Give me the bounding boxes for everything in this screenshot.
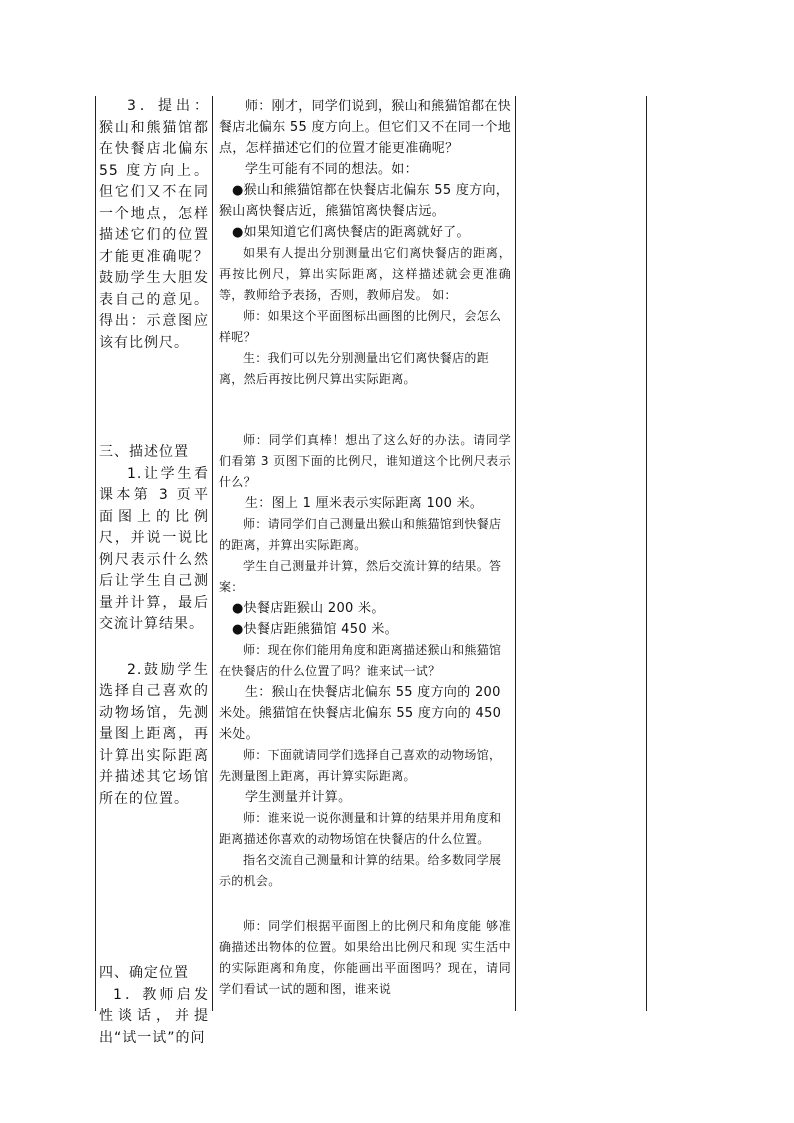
- student-line: 生：我们可以先分别测量出它们离快餐店的距离，然后再按比例尺算出实际距离。: [219, 351, 490, 386]
- teacher-line: 师：谁来说一说你测量和计算的结果并用角度和距离描述你喜欢的动物场馆在快餐店的什么位置。: [219, 811, 502, 846]
- bullet-line: ●快餐店距猴山 200 米。: [232, 601, 385, 616]
- note-line: 指名交流自己测量和计算的结果。给多数同学展示的机会。: [219, 853, 502, 888]
- teacher-line: 师：如果这个平面图标出画图的比例尺，会怎么样呢？: [219, 309, 502, 344]
- section-3-step-1: 1.让学生看课本第 3 页平面图上的比例尺，并说一说比例尺表示什么然后让学生自己测量并计算，最后交流计算结果。: [99, 465, 209, 632]
- left-column: [99, 96, 209, 1049]
- teacher-line: 师：请同学们自己测量出猴山和熊猫馆到快餐店的距离，并算出实际距离。: [219, 517, 502, 552]
- teacher-line: 师：刚才，同学们说到，猴山和熊猫馆都在快餐店北偏东 55 度方向上。但它们又不在同一个地点，怎样描述它们的位置才能更准确呢？: [219, 99, 512, 156]
- step-3-text: 3．提出：猴山和熊猫馆都在快餐店北偏东 55 度方向上。但它们又不在同一个地点，怎样描述它们的位置才能更准确呢？鼓励学生大胆发表自己的意见。得出：示意图应该有比例尺。: [99, 98, 209, 351]
- bullet-line: ●快餐店距熊猫馆 450 米。: [232, 622, 398, 637]
- teacher-line: 师：下面就请同学们选择自己喜欢的动物场馆，先测量图上距离，再计算实际距离。: [219, 748, 502, 783]
- student-line: 学生可能有不同的想法。如：: [245, 162, 418, 177]
- table-border-left: [95, 96, 96, 1011]
- note-line: 如果有人提出分别测量出它们离快餐店的距离，再按比例尺，算出实际距离，这样描述就会更准确等，教师给予表扬，否则，教师启发。 如：: [219, 246, 511, 302]
- section-3-step-2: 2.鼓励学生选择自己喜欢的动物场馆，先测量图上距离，再计算出实际距离并描述其它场馆所在的位置。: [99, 661, 209, 807]
- table-border-2: [515, 96, 516, 1011]
- bullet-line: ●猴山和熊猫馆都在快餐店北偏东 55 度方向，猴山离快餐店近，熊猫馆离快餐店远。: [219, 183, 510, 219]
- section-4-step-1: 1．教师启发性谈话，并提出“试一试”的问: [99, 986, 209, 1046]
- student-line: 生：图上 1 厘米表示实际距离 100 米。: [245, 496, 484, 511]
- teacher-line: 师：同学们真棒！想出了这么好的办法。请同学们看第 3 页图下面的比例尺，谁知道这个比例尺表示什么？: [219, 433, 511, 489]
- table-border-right: [646, 96, 647, 1011]
- teacher-line: 师：同学们根据平面图上的比例尺和角度能 够准确描述出物体的位置。如果给出比例尺和现 实生活中的实际距离和角度，你能画出平面图吗？现在，请同学们看试一试的题和图，谁来说: [219, 919, 511, 996]
- section-3-heading: 三、描述位置: [99, 444, 189, 460]
- table-border-1: [212, 96, 213, 1011]
- teacher-line: 师：现在你们能用角度和距离描述猴山和熊猫馆在快餐店的什么位置了吗？谁来试一试？: [219, 643, 502, 678]
- middle-column: [219, 96, 511, 1000]
- student-line: 学生自己测量并计算，然后交流计算的结果。答案：: [219, 559, 502, 594]
- student-line: 学生测量并计算。: [245, 790, 352, 805]
- student-line: 生：猴山在快餐店北偏东 55 度方向的 200 米处。熊猫馆在快餐店北偏东 55 度方向的 450 米处。: [219, 685, 502, 742]
- section-4-heading: 四、确定位置: [99, 965, 189, 981]
- bullet-line: ●如果知道它们离快餐店的距离就好了。: [232, 225, 470, 240]
